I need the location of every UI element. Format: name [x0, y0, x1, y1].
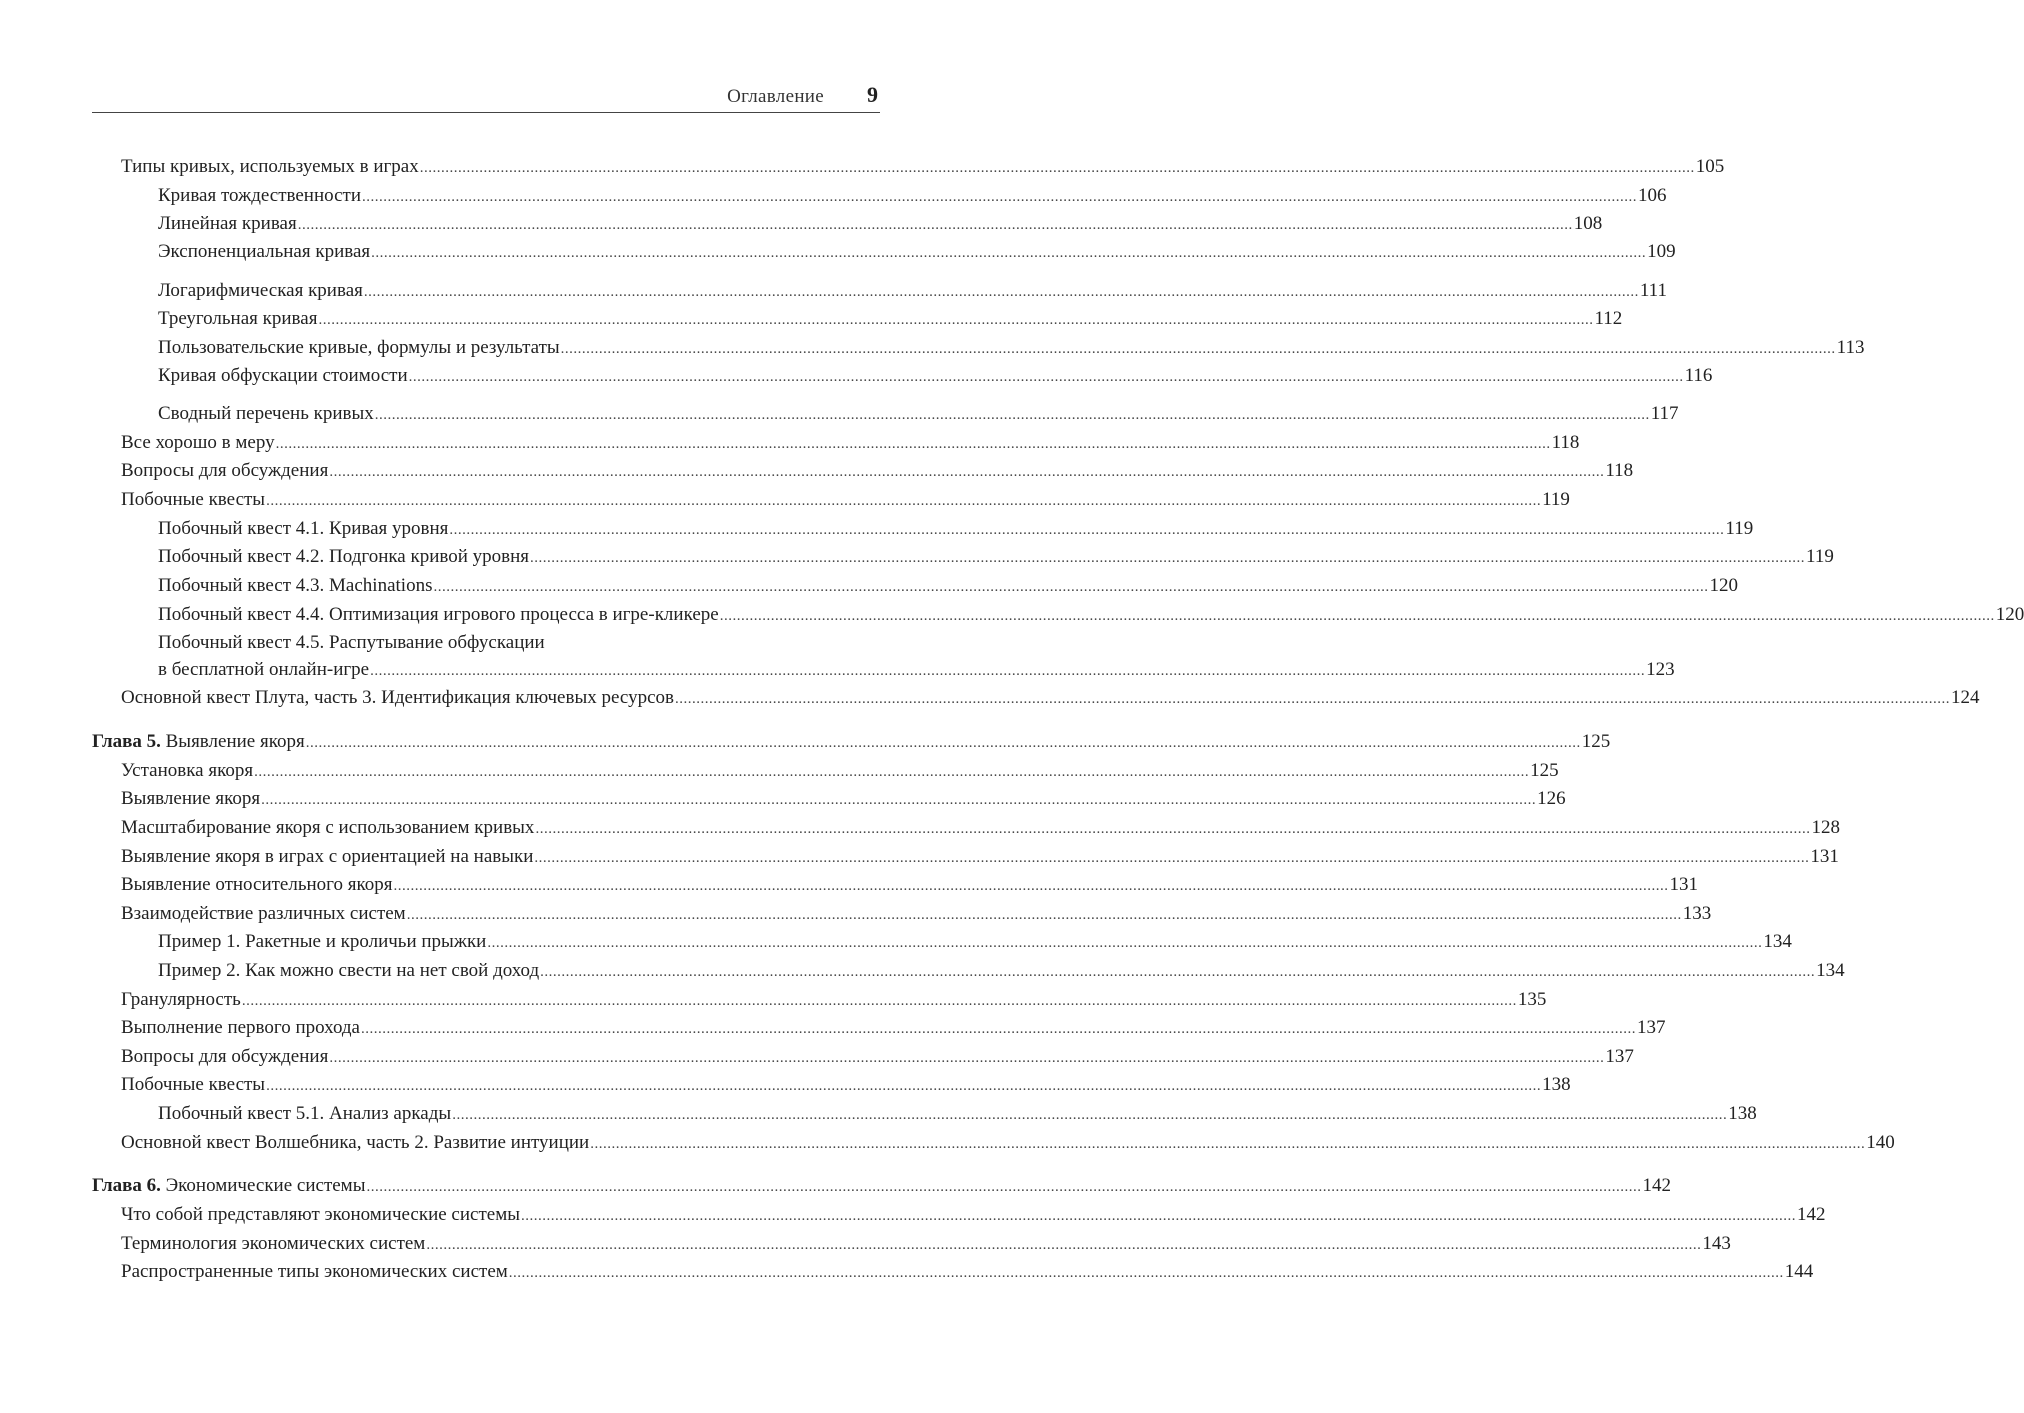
toc-entry[interactable] — [158, 307, 1623, 332]
toc-entry-title: Установка якоря — [121, 760, 254, 781]
toc-entry[interactable] — [121, 1232, 1731, 1257]
toc-entry-title: Треугольная кривая — [158, 308, 318, 329]
toc-entry-page: 125 — [1530, 760, 1559, 781]
leader-dots: ............................................................................................................................................................................................................................................................................................................ — [534, 850, 1810, 866]
toc-entry[interactable] — [121, 459, 1634, 484]
leader-dots: ............................................................................................................................................................................................................................................................................................................ — [590, 1136, 1866, 1152]
toc-entry[interactable] — [158, 545, 1834, 570]
toc-entry-title: Побочный квест 4.1. Кривая уровня — [158, 518, 449, 539]
toc-entry-page: 137 — [1637, 1017, 1666, 1038]
toc-entry-title: Побочные квесты — [121, 489, 266, 510]
toc-entry-title: Кривая обфускации стоимости — [158, 365, 408, 386]
toc-chapter-entry[interactable] — [92, 1174, 1671, 1199]
toc-entry-page: 108 — [1573, 213, 1603, 234]
leader-dots: ............................................................................................................................................................................................................................................................................................................ — [408, 369, 1684, 385]
toc-chapter-entry[interactable] — [92, 730, 1611, 755]
toc-entry-title: Побочный квест 5.1. Анализ аркады — [158, 1103, 452, 1124]
toc-entry[interactable] — [121, 845, 1839, 870]
toc-entry[interactable] — [158, 517, 1754, 542]
toc-entry-page: 135 — [1517, 989, 1547, 1010]
toc-entry-title: Терминология экономических систем — [121, 1233, 426, 1254]
leader-dots: ............................................................................................................................................................................................................................................................................................................ — [487, 935, 1763, 951]
toc-entry-page: 119 — [1725, 518, 1754, 539]
leader-dots: ............................................................................................................................................................................................................................................................................................................ — [266, 1078, 1542, 1094]
toc-entry-title-line1[interactable]: Побочный квест 4.5. Распутывание обфускации — [158, 632, 545, 653]
toc-entry-page: 125 — [1581, 731, 1611, 752]
toc-entry-title: Выявление якоря в играх с ориентацией на навыки — [121, 846, 534, 867]
leader-dots: ............................................................................................................................................................................................................................................................................................................ — [297, 217, 1573, 233]
toc-entry-title: Все хорошо в меру — [121, 432, 275, 453]
toc-entry-page: 111 — [1639, 280, 1667, 301]
toc-entry-page: 143 — [1702, 1233, 1731, 1254]
toc-entry[interactable] — [121, 1073, 1571, 1098]
toc-entry-page: 119 — [1806, 546, 1834, 567]
toc-entry-page: 142 — [1796, 1204, 1826, 1225]
toc-entry[interactable] — [158, 1102, 1757, 1127]
toc-entry[interactable] — [121, 873, 1698, 898]
toc-entry[interactable] — [158, 364, 1713, 389]
toc-entry-title: Основной квест Волшебника, часть 2. Развитие интуиции — [121, 1132, 590, 1153]
toc-entry[interactable] — [121, 988, 1547, 1013]
toc-entry-page: 138 — [1542, 1074, 1571, 1095]
toc-entry[interactable] — [158, 184, 1667, 209]
toc-entry-page: 105 — [1695, 156, 1725, 177]
toc-entry[interactable] — [121, 1045, 1634, 1070]
leader-dots: ............................................................................................................................................................................................................................................................................................................ — [406, 907, 1682, 923]
toc-entry-title: Основной квест Плута, часть 3. Идентификация ключевых ресурсов — [121, 687, 674, 708]
toc-entry-page: 116 — [1684, 365, 1713, 386]
toc-entry-page: 128 — [1811, 817, 1840, 838]
toc-entry[interactable] — [158, 959, 1845, 984]
toc-entry-title: Гранулярность — [121, 989, 241, 1010]
toc-entry-page: 118 — [1605, 460, 1634, 481]
toc-entry[interactable] — [121, 787, 1566, 812]
leader-dots: ............................................................................................................................................................................................................................................................................................................ — [560, 341, 1836, 357]
toc-entry-page: 109 — [1647, 241, 1676, 262]
toc-entry-page: 117 — [1650, 403, 1679, 424]
toc-entry[interactable] — [121, 816, 1840, 841]
toc-entry-page: 137 — [1605, 1046, 1634, 1067]
leader-dots: ............................................................................................................................................................................................................................................................................................................ — [540, 964, 1816, 980]
toc-entry-title: Выявление якоря — [121, 788, 261, 809]
leader-dots: ............................................................................................................................................................................................................................................................................................................ — [508, 1265, 1784, 1281]
leader-dots: ............................................................................................................................................................................................................................................................................................................ — [241, 993, 1517, 1009]
toc-entry-page: 142 — [1642, 1175, 1671, 1196]
chapter-label: Глава 6. — [92, 1175, 161, 1196]
leader-dots: ............................................................................................................................................................................................................................................................................................................ — [674, 691, 1950, 707]
toc-entry-title: Побочный квест 4.3. Machinations — [158, 575, 433, 596]
toc-entry[interactable] — [121, 1203, 1826, 1228]
toc-entry-page: 119 — [1542, 489, 1570, 510]
toc-entry-page: 120 — [1709, 575, 1738, 596]
toc-entry[interactable] — [158, 603, 2024, 628]
toc-entry-page: 134 — [1816, 960, 1845, 981]
leader-dots: ............................................................................................................................................................................................................................................................................................................ — [719, 608, 1995, 624]
toc-entry-title: Что собой представляют экономические системы — [121, 1204, 520, 1225]
toc-entry-page: 133 — [1682, 903, 1712, 924]
toc-entry-page: 113 — [1836, 337, 1865, 358]
toc-entry-title: Взаимодействие различных систем — [121, 903, 406, 924]
toc-entry-title: Типы кривых, используемых в играх — [121, 156, 419, 177]
toc-entry-title: Масштабирование якоря с использованием кривых — [121, 817, 535, 838]
toc-entry-title: Побочный квест 4.4. Оптимизация игрового процесса в игре-кликере — [158, 604, 719, 625]
toc-entry-title: Выявление относительного якоря — [121, 874, 393, 895]
toc-entry-page: 123 — [1646, 659, 1675, 680]
running-header-title: Оглавление — [727, 86, 824, 107]
toc-entry-page: 140 — [1866, 1132, 1895, 1153]
leader-dots: ............................................................................................................................................................................................................................................................................................................ — [362, 189, 1638, 205]
leader-dots: ............................................................................................................................................................................................................................................................................................................ — [535, 821, 1811, 837]
toc-entry-page: 124 — [1950, 687, 1980, 708]
toc-entry[interactable] — [158, 402, 1679, 427]
toc-entry-title: Кривая тождественности — [158, 185, 362, 206]
leader-dots: ............................................................................................................................................................................................................................................................................................................ — [370, 663, 1646, 679]
toc-entry-page: 118 — [1551, 432, 1580, 453]
toc-entry[interactable] — [158, 574, 1738, 599]
leader-dots: ............................................................................................................................................................................................................................................................................................................ — [452, 1107, 1728, 1123]
leader-dots: ............................................................................................................................................................................................................................................................................................................ — [329, 1050, 1605, 1066]
leader-dots: ............................................................................................................................................................................................................................................................................................................ — [426, 1237, 1702, 1253]
toc-entry[interactable] — [158, 240, 1676, 265]
toc-entry[interactable] — [158, 336, 1865, 361]
toc-entry-title: Выявление якоря — [165, 731, 305, 752]
toc-entry-title: Вопросы для обсуждения — [121, 460, 329, 481]
leader-dots: ............................................................................................................................................................................................................................................................................................................ — [419, 160, 1695, 176]
toc-entry[interactable] — [121, 1260, 1814, 1285]
toc-entry-page: 131 — [1669, 874, 1698, 895]
toc-entry[interactable] — [121, 1016, 1666, 1041]
leader-dots: ............................................................................................................................................................................................................................................................................................................ — [305, 735, 1581, 751]
toc-entry[interactable] — [121, 431, 1580, 456]
leader-dots: ............................................................................................................................................................................................................................................................................................................ — [520, 1208, 1796, 1224]
leader-dots: ............................................................................................................................................................................................................................................................................................................ — [261, 792, 1537, 808]
leader-dots: ............................................................................................................................................................................................................................................................................................................ — [371, 245, 1647, 261]
toc-entry-title: Линейная кривая — [158, 213, 297, 234]
toc-entry-title: Выполнение первого прохода — [121, 1017, 360, 1038]
toc-entry-title: Побочные квесты — [121, 1074, 266, 1095]
toc-entry[interactable] — [121, 488, 1570, 513]
toc-entry-title: Экспоненциальная кривая — [158, 241, 371, 262]
leader-dots: ............................................................................................................................................................................................................................................................................................................ — [393, 878, 1669, 894]
leader-dots: ............................................................................................................................................................................................................................................................................................................ — [366, 1179, 1642, 1195]
chapter-label: Глава 5. — [92, 731, 161, 752]
leader-dots: ............................................................................................................................................................................................................................................................................................................ — [530, 550, 1806, 566]
toc-entry-page: 131 — [1810, 846, 1839, 867]
toc-entry[interactable] — [121, 1131, 1895, 1156]
leader-dots: ............................................................................................................................................................................................................................................................................................................ — [433, 579, 1709, 595]
toc-entry-page: 134 — [1763, 931, 1792, 952]
toc-entry-title: Побочный квест 4.2. Подгонка кривой уровня — [158, 546, 530, 567]
leader-dots: ............................................................................................................................................................................................................................................................................................................ — [318, 312, 1594, 328]
leader-dots: ............................................................................................................................................................................................................................................................................................................ — [449, 522, 1725, 538]
toc-entry[interactable] — [158, 279, 1667, 304]
leader-dots: ............................................................................................................................................................................................................................................................................................................ — [361, 1021, 1636, 1037]
toc-entry-title: Логарифмическая кривая — [158, 280, 363, 301]
leader-dots: ............................................................................................................................................................................................................................................................................................................ — [266, 493, 1542, 509]
toc-entry-title: Сводный перечень кривых — [158, 403, 374, 424]
toc-entry-title: Пользовательские кривые, формулы и результаты — [158, 337, 560, 358]
toc-entry-title-line2: в бесплатной онлайн-игре — [158, 659, 370, 680]
leader-dots: ............................................................................................................................................................................................................................................................................................................ — [374, 407, 1650, 423]
toc-entry[interactable] — [158, 212, 1603, 237]
page-number: 9 — [867, 82, 878, 107]
toc-entry-title: Распространенные типы экономических систем — [121, 1261, 508, 1282]
toc-entry-page: 126 — [1537, 788, 1566, 809]
toc-entry[interactable] — [121, 902, 1712, 927]
toc-entry-page: 106 — [1638, 185, 1667, 206]
toc-entry[interactable] — [121, 759, 1559, 784]
toc-entry-page: 112 — [1594, 308, 1623, 329]
leader-dots: ............................................................................................................................................................................................................................................................................................................ — [363, 284, 1639, 300]
toc-entry[interactable] — [121, 155, 1725, 180]
toc-entry-title: Пример 2. Как можно свести на нет свой доход — [158, 960, 540, 981]
toc-entry[interactable] — [158, 930, 1792, 955]
toc-entry-page: 120 — [1995, 604, 2024, 625]
toc-entry-title: Экономические системы — [165, 1175, 366, 1196]
leader-dots: ............................................................................................................................................................................................................................................................................................................ — [254, 764, 1530, 780]
toc-entry-page: 138 — [1728, 1103, 1757, 1124]
toc-entry-page: 144 — [1784, 1261, 1814, 1282]
leader-dots: ............................................................................................................................................................................................................................................................................................................ — [275, 436, 1551, 452]
toc-entry[interactable] — [121, 686, 1980, 711]
toc-entry-title: Вопросы для обсуждения — [121, 1046, 329, 1067]
toc-entry-title: Пример 1. Ракетные и кроличьи прыжки — [158, 931, 487, 952]
toc-entry[interactable] — [158, 658, 1675, 683]
leader-dots: ............................................................................................................................................................................................................................................................................................................ — [329, 464, 1605, 480]
